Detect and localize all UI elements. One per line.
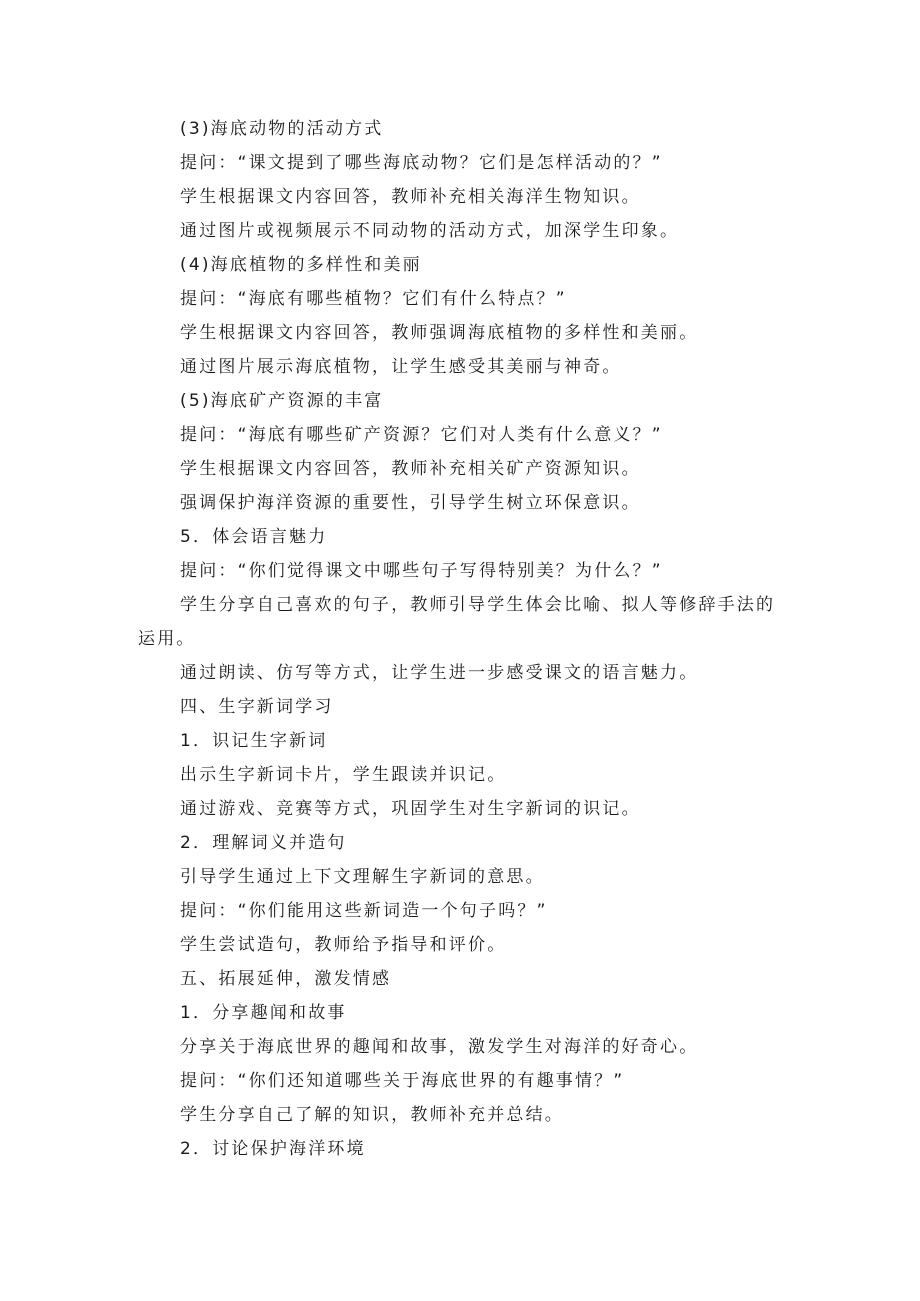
paragraph-wrapped: 学生分享自己喜欢的句子，教师引导学生体会比喻、拟人等修辞手法的运用。: [138, 595, 776, 649]
section-heading-recognize: 1．识记生字新词: [180, 731, 328, 751]
subheading-plant-diversity: (4)海底植物的多样性和美丽: [180, 255, 422, 275]
question-line: 提问：“课文提到了哪些海底动物？它们是怎样活动的？”: [180, 153, 663, 173]
paragraph-line: 通过图片展示海底植物，让学生感受其美丽与神奇。: [180, 357, 622, 377]
section-heading-understand: 2．理解词义并造句: [180, 833, 347, 853]
paragraph-line: 通过图片或视频展示不同动物的活动方式，加深学生印象。: [180, 221, 680, 241]
paragraph-line: 强调保护海洋资源的重要性，引导学生树立环保意识。: [180, 493, 641, 513]
paragraph-line: 通过游戏、竞赛等方式，巩固学生对生字新词的识记。: [180, 799, 641, 819]
section-heading-language: 5．体会语言魅力: [180, 527, 328, 547]
question-line: 提问：“你们还知道哪些关于海底世界的有趣事情？”: [180, 1071, 625, 1091]
paragraph-line: 出示生字新词卡片，学生跟读并识记。: [180, 765, 507, 785]
question-line: 提问：“海底有哪些矿产资源？它们对人类有什么意义？”: [180, 425, 663, 445]
question-line: 提问：“你们觉得课文中哪些句子写得特别美？为什么？”: [180, 561, 663, 581]
paragraph-line: 学生根据课文内容回答，教师补充相关海洋生物知识。: [180, 187, 641, 207]
paragraph-line: 通过朗读、仿写等方式，让学生进一步感受课文的语言魅力。: [180, 663, 699, 683]
subheading-mineral-resources: (5)海底矿产资源的丰富: [180, 391, 384, 411]
section-heading-share: 1．分享趣闻和故事: [180, 1003, 347, 1023]
question-line: 提问：“你们能用这些新词造一个句子吗？”: [180, 901, 548, 921]
paragraph-line: 学生尝试造句，教师给予指导和评价。: [180, 935, 507, 955]
paragraph-line: 学生分享自己了解的知识，教师补充并总结。: [180, 1105, 564, 1125]
paragraph-line: 学生根据课文内容回答，教师强调海底植物的多样性和美丽。: [180, 323, 699, 343]
paragraph-line: 分享关于海底世界的趣闻和故事，激发学生对海洋的好奇心。: [180, 1037, 699, 1057]
chapter-heading-extension: 五、拓展延伸，激发情感: [180, 969, 392, 989]
paragraph-line: 引导学生通过上下文理解生字新词的意思。: [180, 867, 545, 887]
section-heading-protect-ocean: 2．讨论保护海洋环境: [180, 1139, 366, 1159]
question-line: 提问：“海底有哪些植物？它们有什么特点？”: [180, 289, 567, 309]
chapter-heading-vocabulary: 四、生字新词学习: [180, 697, 334, 717]
paragraph-line: 学生根据课文内容回答，教师补充相关矿产资源知识。: [180, 459, 641, 479]
subheading-animal-activity: (3)海底动物的活动方式: [180, 119, 384, 139]
